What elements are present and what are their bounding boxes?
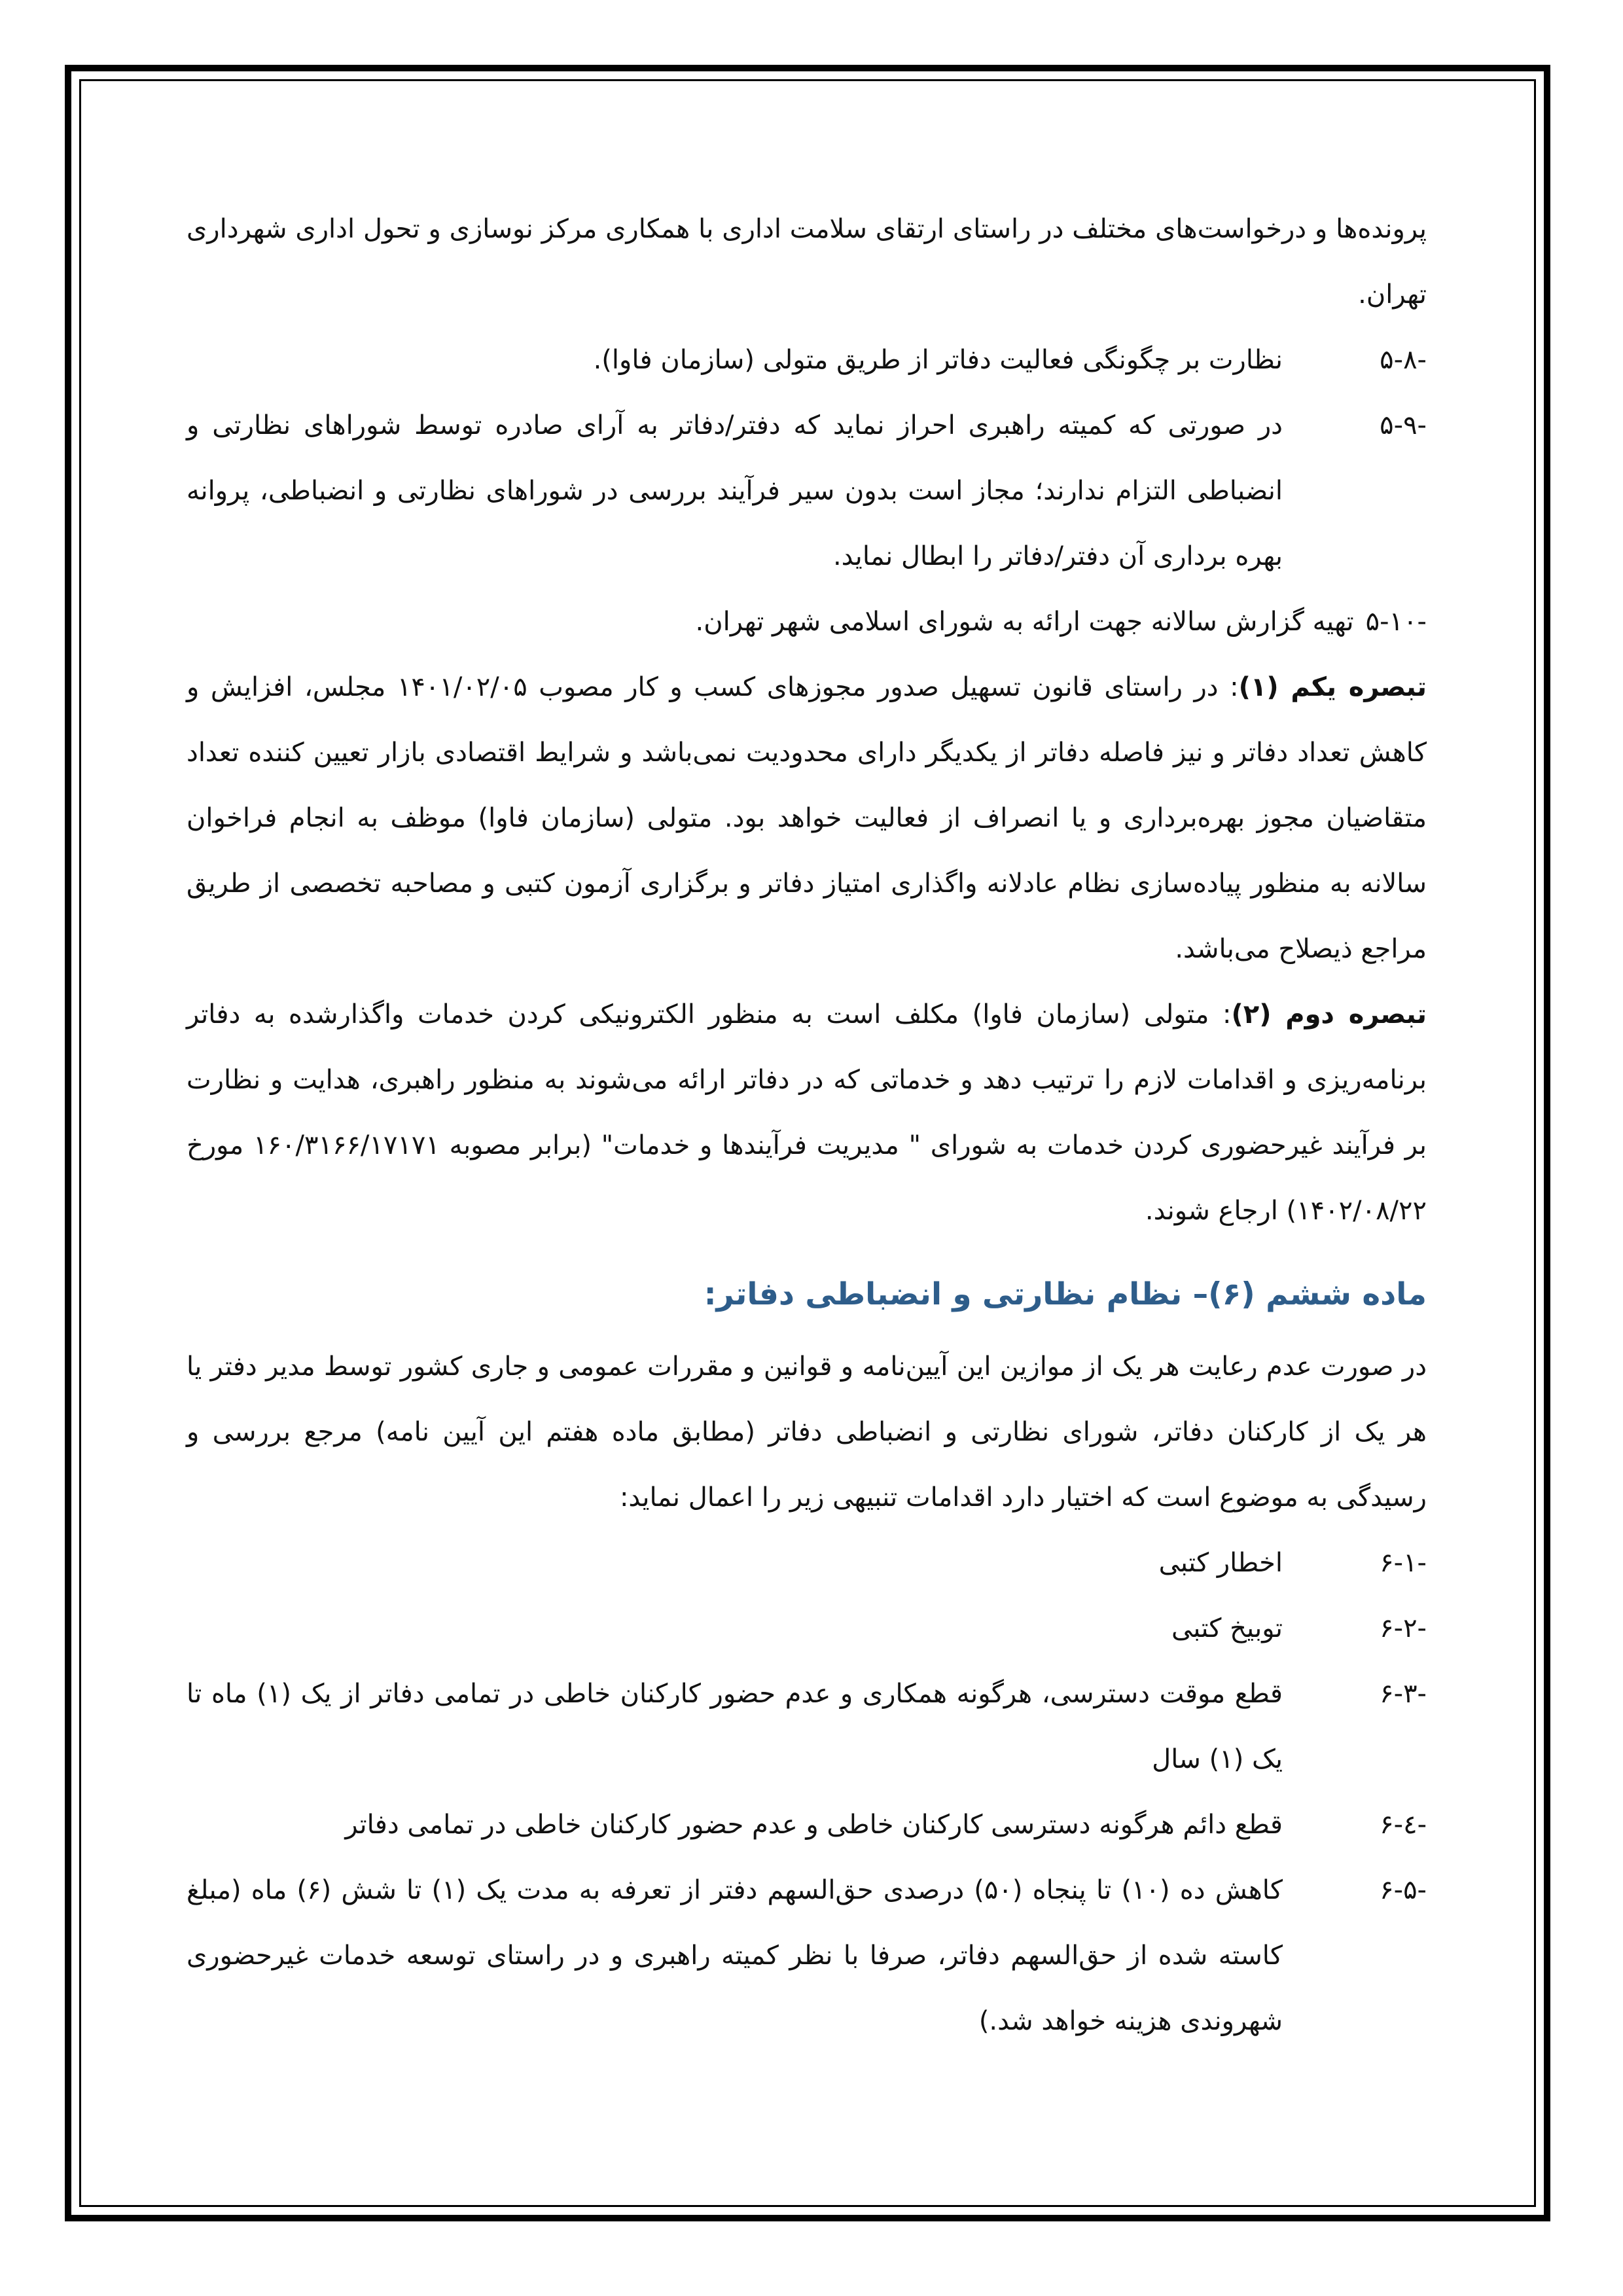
item-text: تهیه گزارش سالانه جهت ارائه به شورای اسلامی شهر تهران. [695,607,1354,637]
continued-paragraph [187,196,1427,327]
note-2-title: تبصره دوم (۲) [1231,999,1427,1030]
list-item-6-5 [187,1857,1427,2054]
item-text: توبیخ کتبی [1171,1613,1283,1643]
item-text: کاهش ده (۱۰) تا پنجاه (۵۰) درصدی حق‌السهم دفتر از تعرفه به مدت یک (۱) تا شش (۶) ماه (مبلغ کاسته شده از حق‌السهم دفاتر، صرفا با نظر کمیته راهبری و در راستای توسعه خدمات غیرحضوری شهروندی هزینه خواهد شد.) [187,1875,1283,2036]
note-1-title: تبصره یکم (۱) [1238,672,1427,702]
item-number: ۵-۹- [1380,410,1427,440]
note-1-text: : در راستای قانون تسهیل صدور مجوزهای کسب و کار مصوب ۱۴۰۱/۰۲/۰۵ مجلس، افزایش و کاهش تعداد دفاتر و نیز فاصله دفاتر از یکدیگر دارای محدودیت نمی‌باشد و شرایط اقتصادی بازار تعیین کننده تعداد متقاضیان مجوز بهره‌برداری و یا انصراف از فعالیت خواهد بود. متولی (سازمان فاوا) موظف به انجام فراخوان سالانه به منظور پیاده‌سازی نظام عادلانه واگذاری امتیاز دفاتر و برگزاری آزمون کتبی و مصاحبه تخصصی از طریق مراجع ذیصلاح می‌باشد. [187,672,1427,964]
note-2 [187,982,1427,1244]
item-text: قطع موقت دسترسی، هرگونه همکاری و عدم حضور کارکنان خاطی در تمامی دفاتر از یک (۱) ماه تا یک (۱) سال [187,1679,1283,1774]
item-number: ۵-۸- [1380,345,1427,375]
item-text: اخطار کتبی [1158,1548,1283,1578]
list-item-5-8 [187,327,1427,393]
item-number: ۶-۱- [1380,1548,1427,1578]
item-text: قطع دائم هرگونه دسترسی کارکنان خاطی و عدم حضور کارکنان خاطی در تمامی دفاتر [345,1810,1283,1840]
list-item-6-1 [187,1530,1427,1596]
continued-paragraph-text: پرونده‌ها و درخواست‌های مختلف در راستای ارتقای سلامت اداری با همکاری مرکز نوسازی و تحول اداری شهرداری تهران. [187,214,1427,310]
item-text: نظارت بر چگونگی فعالیت دفاتر از طریق متولی (سازمان فاوا). [593,345,1283,375]
item-number: ۶-۵- [1380,1875,1427,1905]
item-text: در صورتی که کمیته راهبری احراز نماید که دفتر/دفاتر به آرای صادره توسط شوراهای نظارتی و انضباطی التزام ندارند؛ مجاز است بدون سیر فرآیند بررسی در شوراهای نظارتی و انضباطی، پروانه بهره برداری آن دفتر/دفاتر را ابطال نماید. [187,410,1283,571]
document-body [187,196,1427,2054]
item-number: ۵-۱۰- [1365,607,1427,637]
list-item-5-9 [187,393,1427,589]
article-6-intro: در صورت عدم رعایت هر یک از موازین این آیین‌نامه و قوانین و مقررات عمومی و جاری کشور توسط مدیر دفتر یا هر یک از کارکنان دفاتر، شورای نظارتی و انضباطی دفاتر (مطابق ماده هفتم این آیین نامه) مرجع بررسی و رسیدگی به موضوع است که اختیار دارد اقدامات تنبیهی زیر را اعمال نماید: [187,1352,1427,1513]
list-item-5-10 [187,589,1427,655]
item-number: ۶-۲- [1380,1613,1427,1643]
note-2-text: : متولی (سازمان فاوا) مکلف است به منظور الکترونیکی کردن خدمات واگذارشده به دفاتر برنامه‌ریزی و اقدامات لازم را ترتیب دهد و خدماتی که در دفاتر ارائه می‌شوند به منظور راهبری، هدایت و نظارت بر فرآیند غیرحضوری کردن خدمات به شورای " مدیریت فرآیندها و خدمات" (برابر مصوبه ۱۶۰/۳۱۶۶/۱۷۱۷۱ مورخ ۱۴۰۲/۰۸/۲۲) ارجاع شوند. [187,999,1427,1226]
item-number: ۶-٤- [1380,1810,1427,1840]
list-item-6-2 [187,1596,1427,1661]
note-1 [187,655,1427,982]
article-6-heading: ماده ششم (۶)– نظام نظارتی و انضباطی دفاتر: [704,1276,1427,1312]
item-number: ۶-۳- [1380,1679,1427,1709]
list-item-6-4 [187,1792,1427,1857]
list-item-6-3 [187,1661,1427,1792]
